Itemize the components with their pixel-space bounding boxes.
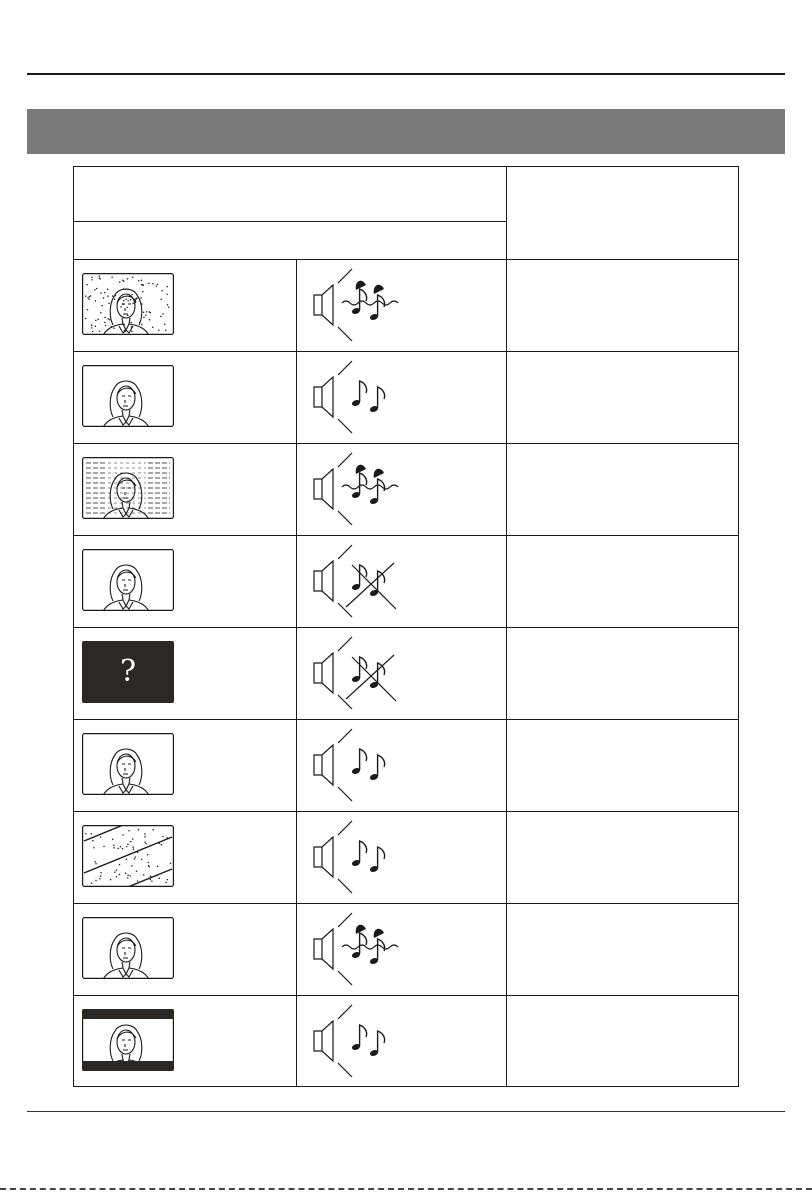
remedy-cell bbox=[507, 351, 739, 443]
symptom-subheader-cell bbox=[74, 222, 506, 259]
clear-picture-icon bbox=[82, 365, 174, 427]
clear-picture-icon bbox=[82, 733, 174, 795]
footer-rule bbox=[27, 1111, 785, 1112]
normal-sound-icon bbox=[296, 811, 416, 903]
sound-symptom-cell bbox=[296, 535, 416, 627]
remedy-cell bbox=[507, 259, 739, 351]
picture-symptom-cell bbox=[82, 1009, 174, 1071]
picture-symptom-cell bbox=[82, 733, 174, 795]
picture-symptom-cell bbox=[82, 641, 174, 703]
picture-symptom-cell bbox=[82, 825, 174, 887]
letterbox-picture-icon bbox=[82, 1009, 174, 1071]
clear-picture-icon bbox=[82, 549, 174, 611]
remedy-header-cell bbox=[507, 167, 739, 259]
picture-symptom-cell bbox=[82, 549, 174, 611]
sound-symptom-cell bbox=[296, 719, 416, 811]
symptom-header-cell bbox=[74, 167, 506, 221]
picture-symptom-cell bbox=[82, 457, 174, 519]
remedy-cell bbox=[507, 719, 739, 811]
no-sound-icon bbox=[296, 627, 416, 719]
picture-symptom-cell bbox=[82, 365, 174, 427]
sound-symptom-cell bbox=[296, 995, 416, 1087]
sound-symptom-cell bbox=[296, 811, 416, 903]
remedy-cell bbox=[507, 627, 739, 719]
no-sound-icon bbox=[296, 535, 416, 627]
noisy-sound-icon bbox=[296, 443, 416, 535]
remedy-cell bbox=[507, 811, 739, 903]
sound-symptom-cell bbox=[296, 627, 416, 719]
sound-symptom-cell bbox=[296, 903, 416, 995]
no-picture-icon bbox=[82, 641, 174, 703]
remedy-cell bbox=[507, 995, 739, 1087]
noisy-sound-icon bbox=[296, 259, 416, 351]
normal-sound-icon bbox=[296, 995, 416, 1087]
clear-picture-icon bbox=[82, 917, 174, 979]
remedy-cell bbox=[507, 903, 739, 995]
normal-sound-icon bbox=[296, 351, 416, 443]
normal-sound-icon bbox=[296, 719, 416, 811]
troubleshooting-table bbox=[73, 166, 739, 1087]
section-title-band bbox=[27, 109, 785, 154]
sound-symptom-cell bbox=[296, 351, 416, 443]
picture-symptom-cell bbox=[82, 273, 174, 335]
horizontal-lines-picture-icon bbox=[82, 457, 174, 519]
sound-symptom-cell bbox=[296, 259, 416, 351]
diagonal-interference-icon bbox=[82, 825, 174, 887]
noisy-sound-icon bbox=[296, 903, 416, 995]
header-rule bbox=[27, 73, 785, 75]
sound-symptom-cell bbox=[296, 443, 416, 535]
picture-symptom-cell bbox=[82, 917, 174, 979]
question-mark-symbol: ? bbox=[119, 654, 137, 689]
remedy-cell bbox=[507, 535, 739, 627]
remedy-cell bbox=[507, 443, 739, 535]
snowy-picture-icon bbox=[82, 273, 174, 335]
page-edge-dashes bbox=[0, 1188, 812, 1190]
